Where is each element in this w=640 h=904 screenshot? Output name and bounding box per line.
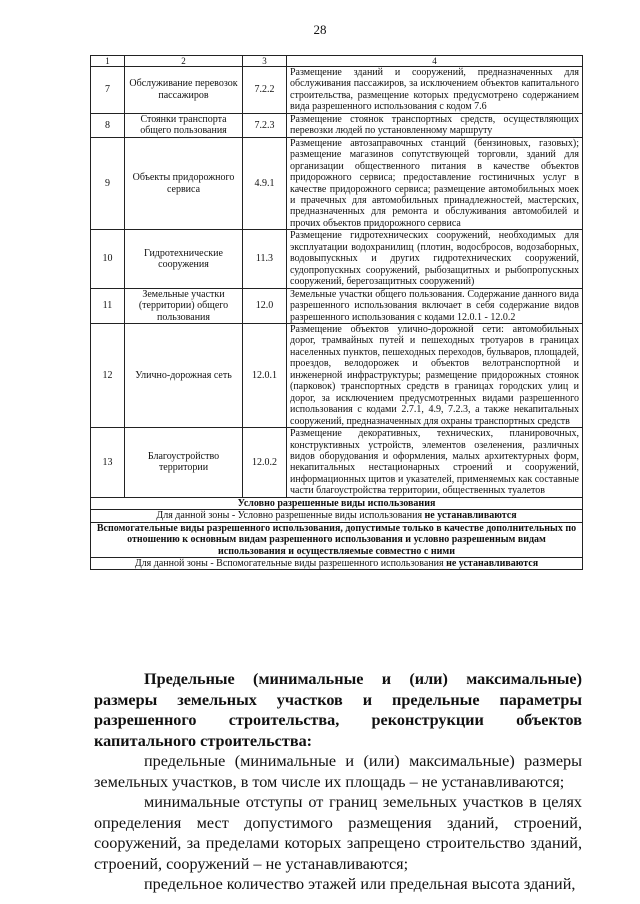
use-name: Гидротехнические сооружения	[125, 230, 243, 288]
column-number-1: 1	[91, 56, 125, 67]
auxiliary-uses-heading: Вспомогательные виды разрешенного использования, допустимые только в качестве дополнительных по отношению к основным видам разрешенного использования и условно разрешенным видам использования и осуществляемые совместно с ними	[91, 522, 583, 557]
use-name: Улично-дорожная сеть	[125, 323, 243, 427]
use-name: Обслуживание перевозок пассажиров	[125, 67, 243, 114]
column-number-2: 2	[125, 56, 243, 67]
use-description: Размещение объектов улично-дорожной сети: автомобильных дорог, трамвайных путей и пешеходных тротуаров в границах населенных пунктов, пешеходных переходов, бульваров, площадей, проездов, велодорожек и объектов велотранспортной и инженерной инфраструктуры; размещение придорожных стоянок (парковок) транспортных средств в границах городских улиц и дорог, за исключением предусмотренных видами разрешенного использования с кодами 2.7.1, 4.9, 7.2.3, а также некапитальных сооружений, предназначенных для охраны транспортных средств	[287, 323, 583, 427]
use-description: Размещение декоративных, технических, планировочных, конструктивных устройств, элементов озеленения, различных видов оборудования и оформления, малых архитектурных форм, некапитальных нестационарных строений и сооружений, информационных щитов и указателей, применяемых как составные части благоустройства территории, общественных туалетов	[287, 428, 583, 498]
section-heading-row	[91, 522, 583, 557]
land-use-table	[90, 55, 583, 570]
use-code: 4.9.1	[243, 137, 287, 230]
section-note-row	[91, 510, 583, 522]
use-name: Объекты придорожного сервиса	[125, 137, 243, 230]
use-code: 12.0	[243, 288, 287, 323]
table-row	[91, 67, 583, 114]
note-status: не устанавливаются	[446, 558, 539, 570]
use-description: Размещение автозаправочных станций (бензиновых, газовых); размещение магазинов сопутствующей торговли, зданий для организации общественного питания в качестве объектов придорожного сервиса; предоставление гостиничных услуг в качестве придорожного сервиса; размещение автомобильных моек и прачечных для автомобильных принадлежностей, мастерских, предназначенных для ремонта и обслуживания автомобилей и прочих объектов придорожного сервиса	[287, 137, 583, 230]
section-heading-row	[91, 497, 583, 509]
paragraph: предельные (минимальные и (или) максимальные) размеры земельных участков, в том числе их площадь – не устанавливаются;	[94, 752, 582, 791]
table-row	[91, 288, 583, 323]
use-description: Размещение зданий и сооружений, предназначенных для обслуживания пассажиров, за исключением объектов капитального строительства, размещение которых предусмотрено содержанием вида разрешенного использования с кодом 7.6	[287, 67, 583, 114]
row-number: 7	[91, 67, 125, 114]
use-name: Стоянки транспорта общего пользования	[125, 113, 243, 137]
use-name: Благоустройство территории	[125, 428, 243, 498]
row-number: 12	[91, 323, 125, 427]
conditional-uses-heading: Условно разрешенные виды использования	[91, 497, 583, 509]
column-number-4: 4	[287, 56, 583, 67]
table-row	[91, 113, 583, 137]
table-row	[91, 323, 583, 427]
table-header-row	[91, 56, 583, 67]
paragraph: минимальные отступы от границ земельных участков в целях определения мест допустимого размещения зданий, строений, сооружений, за пределами которых запрещено строительство зданий, строений, сооружений – не устанавливаются;	[94, 793, 582, 873]
use-name: Земельные участки (территории) общего пользования	[125, 288, 243, 323]
body-text	[94, 669, 582, 895]
page-number: 28	[313, 22, 327, 37]
row-number: 13	[91, 428, 125, 498]
use-code: 7.2.3	[243, 113, 287, 137]
table-row	[91, 230, 583, 288]
use-description: Размещение стоянок транспортных средств, осуществляющих перевозки людей по установленному маршруту	[287, 113, 583, 137]
row-number: 11	[91, 288, 125, 323]
note-prefix: Для данной зоны - Вспомогательные виды разрешенного использования	[134, 558, 444, 570]
conditional-uses-note	[91, 510, 583, 522]
use-description: Земельные участки общего пользования. Содержание данного вида разрешенного использования включает в себя содержание видов разрешенного использования с кодами 12.0.1 - 12.0.2	[287, 288, 583, 323]
note-prefix: Для данной зоны - Условно разрешенные виды использования	[156, 510, 423, 522]
use-description: Размещение гидротехнических сооружений, необходимых для эксплуатации водохранилищ (плотин, водосбросов, водозаборных, водовыпускных и других гидротехнических сооружений, судопропускных сооружений, рыбозащитных и рыбопропускных сооружений, берегозащитных сооружений)	[287, 230, 583, 288]
table-row	[91, 137, 583, 230]
row-number: 8	[91, 113, 125, 137]
section-heading: Предельные (минимальные и (или) максимальные) размеры земельных участков и предельные параметры разрешенного строительства, реконструкции объектов капитального строительства:	[94, 670, 582, 750]
use-code: 7.2.2	[243, 67, 287, 114]
auxiliary-uses-note	[91, 558, 583, 570]
table-row	[91, 428, 583, 498]
note-status: не устанавливаются	[424, 510, 517, 522]
section-note-row	[91, 558, 583, 570]
column-number-3: 3	[243, 56, 287, 67]
paragraph: предельное количество этажей или предельная высота зданий,	[144, 875, 576, 893]
row-number: 10	[91, 230, 125, 288]
use-code: 12.0.2	[243, 428, 287, 498]
row-number: 9	[91, 137, 125, 230]
use-code: 12.0.1	[243, 323, 287, 427]
use-code: 11.3	[243, 230, 287, 288]
